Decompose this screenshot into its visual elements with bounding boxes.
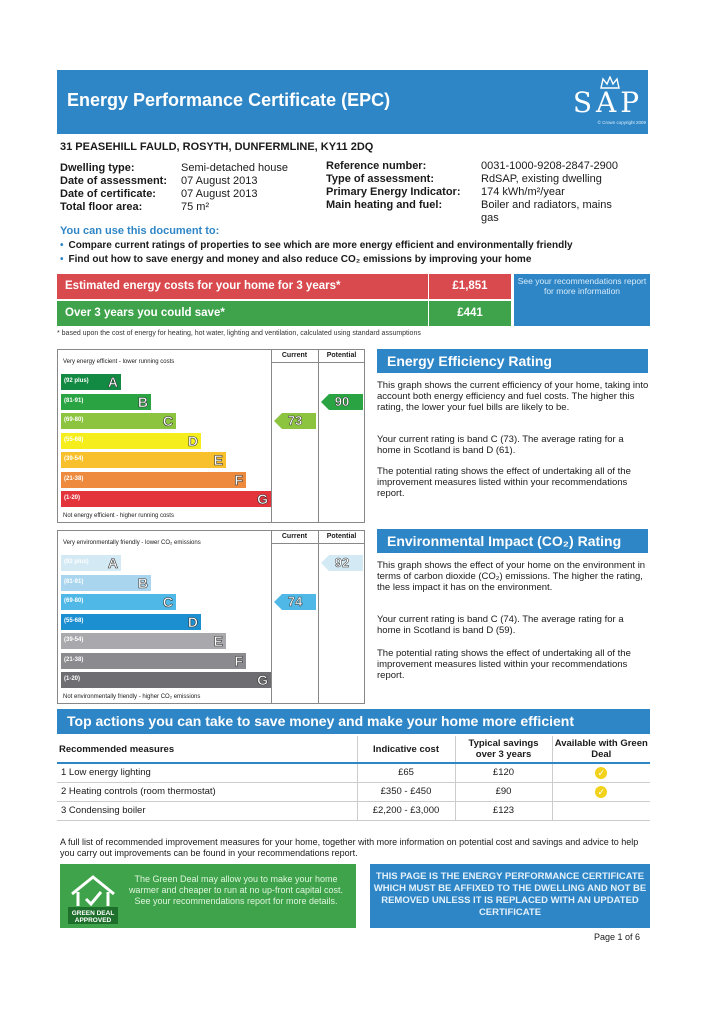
measures-table-body — [57, 763, 650, 820]
rating-band-g — [61, 672, 271, 688]
use-bullet-improve — [60, 254, 531, 266]
environmental-para-2: Your current rating is band C (74). The average rating for a home in Scotland is band D (59). — [377, 614, 624, 636]
current-rating-arrow — [274, 413, 316, 429]
band-letter: E — [213, 452, 223, 468]
band-letter: B — [137, 393, 148, 410]
potential-column-header: Potential — [326, 352, 357, 359]
table-row — [57, 763, 650, 782]
reference-value: 0031-1000-9208-2847-2900 — [481, 160, 619, 172]
band-letter: E — [213, 633, 223, 649]
recommended-measures-table — [57, 736, 650, 821]
green-deal-tick-icon: ✓ — [595, 767, 607, 779]
current-rating-arrow — [274, 594, 316, 610]
measures-column-header: Recommended measures — [57, 736, 357, 763]
band-range: (81-91) — [64, 397, 84, 404]
estimated-costs-value: £1,851 — [428, 274, 511, 299]
date-assessment-label: Date of assessment: — [60, 175, 167, 187]
efficiency-rating-heading: Energy Efficiency Rating — [377, 349, 648, 373]
rating-band-b — [61, 575, 151, 591]
graph-divider — [271, 531, 272, 703]
graph-header-line — [271, 362, 364, 363]
current-rating-arrow-value: 74 — [287, 594, 303, 609]
band-letter: F — [234, 471, 243, 488]
band-letter: B — [137, 574, 148, 591]
savings-label: Over 3 years you could save* — [65, 307, 225, 319]
green-deal-cell — [552, 801, 650, 820]
band-range: (55-68) — [64, 617, 84, 624]
rating-band-a — [61, 374, 121, 390]
use-bullet-compare — [60, 240, 573, 252]
graph-header-line — [271, 543, 364, 544]
green-deal-cell — [552, 763, 650, 782]
green-deal-panel — [60, 864, 356, 928]
floor-area-value: 75 m² — [181, 201, 210, 213]
graph-divider — [318, 531, 319, 703]
cost-cell: £2,200 - £3,000 — [357, 801, 455, 820]
table-header-row — [57, 736, 650, 763]
rating-band-b — [61, 394, 151, 410]
band-range: (69-80) — [64, 417, 84, 423]
rating-band-a — [61, 555, 121, 571]
efficiency-para-3: The potential rating shows the effect of undertaking all of the improvement measures listed within your recommendations report. — [377, 466, 631, 499]
band-range: (81-91) — [64, 578, 84, 585]
green-deal-house-icon — [68, 872, 118, 924]
potential-rating-arrow-value: 92 — [334, 555, 350, 570]
green-deal-logo-line1: GREEN DEAL — [71, 910, 115, 917]
bullet-text: Find out how to save energy and money and also reduce CO₂ emissions by improving your home — [68, 254, 532, 265]
assessment-type-label: Type of assessment: — [326, 173, 435, 185]
graph-bottom-note: Not environmentally friendly - higher CO₂ emissions — [63, 694, 201, 700]
page-title: Energy Performance Certificate (EPC) — [67, 90, 391, 110]
current-rating-arrow-value: 73 — [287, 413, 303, 428]
band-range: (21-38) — [64, 475, 84, 482]
efficiency-para-2: Your current rating is band C (73). The average rating for a home in Scotland is band D (61). — [377, 434, 624, 456]
band-letter: C — [162, 413, 173, 429]
bullet-text: Compare current ratings of properties to see which are more energy efficient and environmentally friendly — [68, 240, 573, 251]
graph-divider — [271, 350, 272, 522]
current-column-header: Current — [281, 352, 308, 359]
graph-top-note: Very environmentally friendly - lower CO₂ emissions — [63, 540, 201, 546]
top-actions-heading: Top actions you can take to save money and make your home more efficient — [57, 709, 650, 734]
measure-cell: 3 Condensing boiler — [57, 801, 357, 820]
cost-cell: £65 — [357, 763, 455, 782]
page-number: Page 1 of 6 — [594, 932, 641, 942]
savings-value: £441 — [428, 301, 511, 326]
green-deal-tick-icon: ✓ — [595, 786, 607, 798]
rating-band-c — [61, 413, 176, 429]
bullet-icon: • — [60, 240, 64, 251]
estimated-costs-row — [57, 274, 511, 299]
efficiency-para-1: This graph shows the current efficiency of your home, taking into account both energy efficiency and fuel costs. The higher this rating, the lower your fuel bills are likely to be. — [377, 380, 649, 413]
band-range: (39-54) — [64, 637, 84, 643]
saving-cell: £90 — [455, 782, 552, 801]
potential-rating-arrow — [321, 394, 363, 410]
dwelling-type-label: Dwelling type: — [60, 162, 135, 174]
environmental-para-3: The potential rating shows the effect of undertaking all of the improvement measures listed within your recommendations report. — [377, 648, 631, 681]
band-letter: G — [257, 672, 268, 688]
potential-column-header: Potential — [326, 533, 357, 540]
date-certificate-label: Date of certificate: — [60, 188, 156, 200]
dwelling-type-value: Semi-detached house — [181, 162, 289, 174]
band-range: (55-68) — [64, 436, 84, 443]
green-deal-column-header: Available with Green Deal — [552, 736, 650, 763]
environmental-para-1: This graph shows the effect of your home on the environment in terms of carbon dioxide (CO₂) emissions. The higher the rating, the less impact it has on the environment. — [377, 560, 646, 593]
sap-logo — [570, 76, 646, 126]
property-address: 31 PEASEHILL FAULD, ROSYTH, DUNFERMLINE, KY11 2DQ — [60, 141, 374, 153]
saving-cell: £123 — [455, 801, 552, 820]
costs-footnote: * based upon the cost of energy for heating, hot water, lighting and ventilation, calculated using standard assumptions — [57, 330, 421, 337]
energy-efficiency-graph — [57, 349, 365, 523]
bullet-icon: • — [60, 254, 64, 265]
savings-row — [57, 301, 511, 326]
estimated-costs-label: Estimated energy costs for your home for 3 years* — [65, 280, 341, 292]
band-letter: D — [187, 432, 198, 449]
current-column-header: Current — [281, 533, 308, 540]
band-letter: D — [187, 613, 198, 630]
rating-band-g — [61, 491, 271, 507]
floor-area-label: Total floor area: — [60, 201, 143, 213]
table-row — [57, 801, 650, 820]
rating-band-c — [61, 594, 176, 610]
environmental-rating-heading: Environmental Impact (CO₂) Rating — [377, 529, 648, 553]
potential-rating-arrow — [321, 555, 363, 571]
measure-cell: 1 Low energy lighting — [57, 763, 357, 782]
copyright-note: © Crown copyright 2009 — [597, 120, 646, 125]
see-recommendations-note: See your recommendations report for more information — [514, 274, 650, 326]
band-letter: A — [107, 374, 118, 390]
rating-band-d — [61, 614, 201, 630]
measure-cell: 2 Heating controls (room thermostat) — [57, 782, 357, 801]
graph-divider — [318, 350, 319, 522]
cost-column-header: Indicative cost — [357, 736, 455, 763]
graph-bottom-note: Not energy efficient - higher running costs — [63, 513, 174, 519]
energy-indicator-label: Primary Energy Indicator: — [326, 186, 461, 198]
reference-label: Reference number: — [326, 160, 427, 172]
sap-logo-letters: SAP — [572, 86, 644, 119]
environmental-impact-graph — [57, 530, 365, 704]
graph-top-note: Very energy efficient - lower running costs — [63, 359, 175, 365]
epc-header — [57, 70, 648, 134]
heating-fuel-label: Main heating and fuel: — [326, 199, 443, 211]
green-deal-cell — [552, 782, 650, 801]
potential-rating-arrow-value: 90 — [334, 393, 350, 409]
rating-band-f — [61, 472, 246, 488]
band-letter: G — [257, 491, 268, 507]
table-row — [57, 782, 650, 801]
band-letter: C — [162, 594, 173, 610]
rating-band-e — [61, 633, 226, 649]
date-certificate-value: 07 August 2013 — [181, 188, 258, 200]
band-range: (69-80) — [64, 598, 84, 604]
heating-fuel-value: Boiler and radiators, mains gas — [481, 199, 612, 224]
savings-column-header: Typical savings over 3 years — [455, 736, 552, 763]
assessment-type-value: RdSAP, existing dwelling — [481, 173, 602, 185]
band-range: (1-20) — [64, 495, 81, 501]
use-document-title: You can use this document to: — [60, 225, 220, 237]
band-letter: A — [107, 555, 118, 571]
band-letter: F — [234, 652, 243, 669]
affix-notice: THIS PAGE IS THE ENERGY PERFORMANCE CERTIFICATE WHICH MUST BE AFFIXED TO THE DWELLING AND NOT BE REMOVED UNLESS IT IS REPLACED WITH AN UPDATED CERTIFICATE — [370, 864, 650, 928]
green-deal-logo-line2: APPROVED — [74, 917, 112, 924]
band-range: (21-38) — [64, 656, 84, 663]
full-list-note: A full list of recommended improvement measures for your home, together with more information on potential cost and savings and advice to help you carry out improvements can be found in your recommendations report. — [60, 837, 639, 858]
date-assessment-value: 07 August 2013 — [181, 175, 258, 187]
band-range: (92 plus) — [64, 559, 89, 565]
rating-band-f — [61, 653, 246, 669]
rating-band-e — [61, 452, 226, 468]
cost-cell: £350 - £450 — [357, 782, 455, 801]
band-range: (1-20) — [64, 676, 81, 682]
band-range: (39-54) — [64, 456, 84, 462]
green-deal-text: The Green Deal may allow you to make your home warmer and cheaper to run at no up-front capital cost. See your recommendations report for more details. — [128, 874, 344, 906]
band-range: (92 plus) — [64, 378, 89, 384]
energy-indicator-value: 174 kWh/m²/year — [481, 186, 565, 198]
rating-band-d — [61, 433, 201, 449]
saving-cell: £120 — [455, 763, 552, 782]
